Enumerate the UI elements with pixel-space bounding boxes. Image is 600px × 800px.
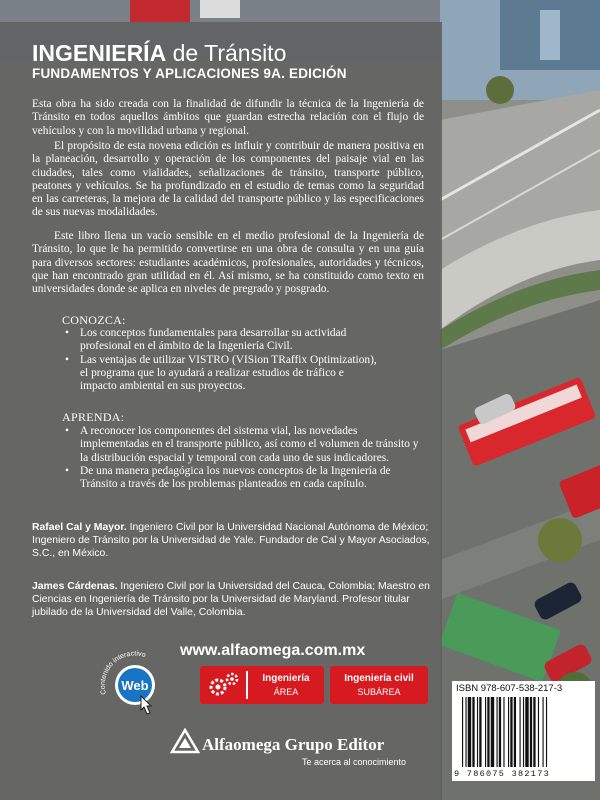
publisher-tagline: Te acerca al conocimiento (302, 757, 407, 767)
alfaomega-logo-icon (170, 728, 200, 754)
aprenda-heading: APRENDA: (62, 410, 125, 424)
web-badge-ring-text: Contenido interactivo (99, 650, 147, 696)
intro-paragraph-2: El propósito de esta novena edición es influir y contribuir de manera positiva en la planeación, desarrollo y operación de los componentes del paisaje vial en las ciudades, tales como vialidades, señalizaciones de tránsito, transporte público, peatones y vehículos. Se ha profundizado en el estudio de temas como la seguridad en las carreteras, la mejora de la calidad del transporte público y las especificaciones de sus nuevas modalidades. (32, 140, 424, 219)
intro-paragraph-3: Este libro llena un vacío sensible en el medio profesional de la Ingeniería de Tránsito, lo que le ha permitido convertirse en una obra de consulta y en una guía para diversos sectores: estudiantes académicos, profesionales, autoridades y técnicos, que han encontrado gran utilidad en él. Así mismo, se ha constituido como texto en universidades donde se aplica en niveles de pregrado y posgrado. (32, 230, 424, 296)
website-url[interactable]: www.alfaomega.com.mx (180, 642, 366, 659)
subarea-subtitle: SUBÁREA (357, 687, 401, 697)
web-badge-label: Web (121, 678, 149, 693)
barcode-number: 9 786075 382173 (454, 769, 551, 779)
author-bio-cardenas: James Cárdenas. Ingeniero Civil por la Universidad del Cauca, Colombia; Maestro en Ciencias en Ingeniería de Tránsito por la Universidad de Maryland. Profesor titular jubilado de la Universidad del Valle, Colombia. (32, 581, 430, 618)
book-subtitle: FUNDAMENTOS Y APLICACIONES 9A. EDICIÓN (32, 66, 347, 81)
gears-icon (206, 671, 246, 699)
list-item: • Las ventajas de utilizar VISTRO (VISion TRaffix Optimization), el programa que lo ayudará a realizar estudios de tráfico e impacto ambiental en sus proyectos. (62, 354, 378, 394)
list-item: • A reconocer los componentes del sistema vial, las novedades implementadas en el transporte público, así como el volumen de tránsito y la distribución espacial y temporal con cada uno de sus indicadores. (62, 425, 424, 465)
conozca-list (62, 327, 378, 393)
aprenda-list (62, 425, 424, 491)
subarea-title: Ingeniería civil (344, 673, 414, 684)
conozca-heading: CONOZCA: (62, 313, 126, 327)
isbn-label: ISBN 978-607-538-217-3 (456, 683, 563, 694)
subarea-box (330, 666, 428, 704)
list-item: • Los conceptos fundamentales para desarrollar su actividad profesional en el ámbito de la Ingeniería Civil. (62, 327, 378, 354)
book-title: INGENIERÍA de Tránsito (32, 40, 287, 66)
intro-paragraph-1: Esta obra ha sido creada con la finalidad de difundir la técnica de la Ingeniería de Tránsito en todos aquellos ámbitos que guardan estrecha relación con el flujo de vehículos y con la movilidad urbana y regional. (32, 98, 424, 137)
area-box (200, 666, 324, 704)
list-item: • De una manera pedagógica los nuevos conceptos de la Ingeniería de Tránsito a través de los problemas planteados en cada capítulo. (62, 465, 424, 492)
barcode-icon (460, 697, 588, 769)
publisher-name: Alfaomega Grupo Editor (202, 735, 385, 754)
area-subtitle: ÁREA (273, 687, 299, 697)
author-bio-cal-y-mayor: Rafael Cal y Mayor. Ingeniero Civil por la Universidad Nacional Autónoma de México; Ingeniero de Tránsito por la Universidad de Yale. Fundador de Cal y Mayor Asociados, S.C., en México. (32, 522, 430, 559)
divider (246, 671, 248, 699)
area-title: Ingeniería (262, 673, 310, 684)
web-badge[interactable] (94, 644, 176, 726)
isbn-barcode (452, 681, 595, 781)
